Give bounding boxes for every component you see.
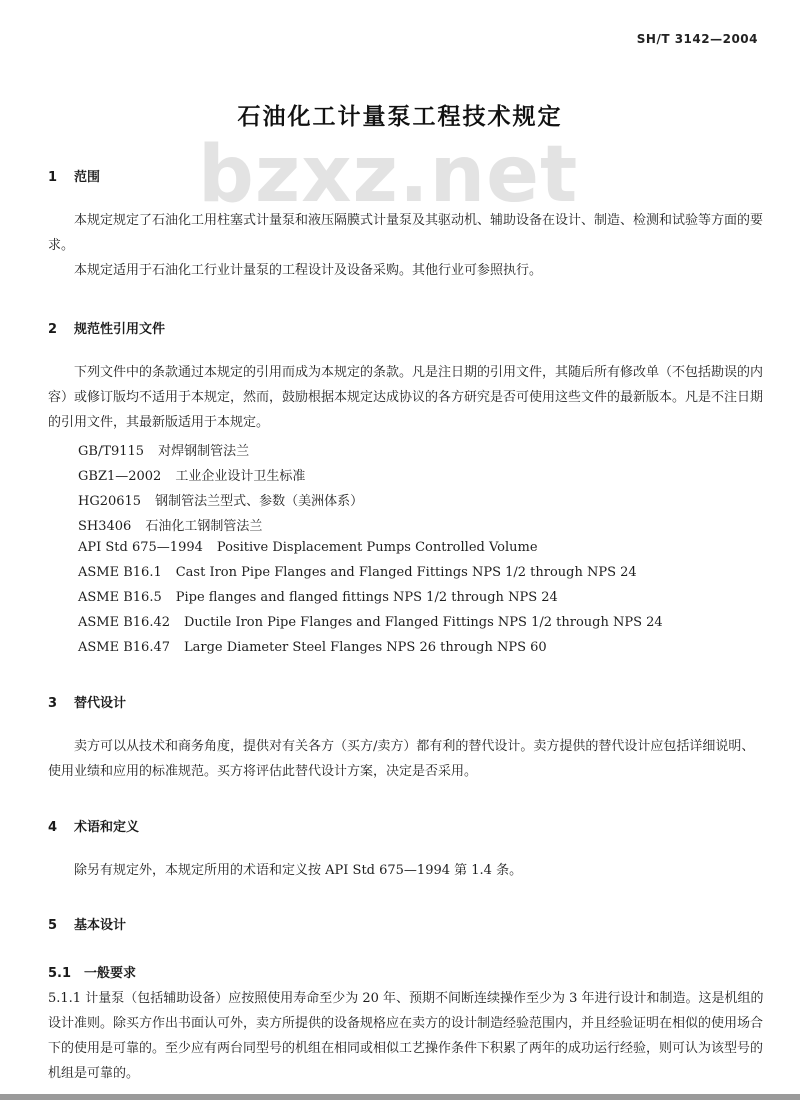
subsection-title: 一般要求: [84, 966, 137, 981]
reference-title: 对焊钢制管法兰: [158, 444, 250, 459]
section-title: 术语和定义: [74, 820, 140, 835]
section-title: 规范性引用文件: [74, 322, 166, 337]
page-bottom-border: [0, 1094, 800, 1100]
section-number: 3: [48, 696, 58, 711]
section-3-heading: [48, 692, 126, 711]
reference-title: 石油化工钢制管法兰: [145, 519, 263, 534]
clause-5-1-1: 5.1.1 计量泵（包括辅助设备）应按照使用寿命至少为 20 年、预期不间断连续操作至少为 3 年进行设计和制造。这是机组的设计准则。除买方作出书面认可外，卖方所提供的设备规格应在卖方的设计制造经验范围内，并且经验证明在相似的使用场合下的使用是可靠的。至少应有两台同型号的机组在相同或相似工艺操作条件下积累了两年的成功运行经验，则可认为该型号的机组是可靠的。: [48, 991, 764, 1081]
section-5-heading: [48, 914, 126, 933]
reference-code: ASME B16.1: [78, 565, 162, 580]
section-4-heading: [48, 816, 139, 835]
reference-code: HG20615: [78, 494, 142, 509]
reference-item: [78, 565, 637, 580]
section-1-heading: [48, 166, 100, 185]
reference-code: SH3406: [78, 519, 132, 534]
section-1-paragraph-2: 本规定适用于石油化工行业计量泵的工程设计及设备采购。其他行业可参照执行。: [74, 263, 543, 278]
section-2-heading: [48, 318, 165, 337]
subsection-number: 5.1: [48, 966, 72, 981]
reference-code: ASME B16.5: [78, 590, 162, 605]
section-2-paragraph-1: 下列文件中的条款通过本规定的引用而成为本规定的条款。凡是注日期的引用文件，其随后所有修改单（不包括勘误的内容）或修订版均不适用于本规定，然而，鼓励根据本规定达成协议的各方研究是否可使用这些文件的最新版本。凡是不注日期的引用文件，其最新版适用于本规定。: [48, 365, 764, 430]
reference-code: ASME B16.42: [78, 615, 170, 630]
reference-item: [78, 590, 558, 605]
reference-item: [78, 440, 249, 459]
standard-code: SH/T 3142—2004: [636, 32, 758, 46]
reference-code: GB/T9115: [78, 444, 145, 459]
reference-item: [78, 465, 305, 484]
section-number: 4: [48, 820, 58, 835]
reference-code: API Std 675—1994: [78, 540, 203, 555]
watermark-logo: bzxz.net: [198, 130, 579, 220]
reference-item: [78, 640, 547, 655]
reference-title: Large Diameter Steel Flanges NPS 26 through NPS 60: [184, 640, 547, 655]
section-1-paragraph-1: 本规定规定了石油化工用柱塞式计量泵和液压隔膜式计量泵及其驱动机、辅助设备在设计、制造、检测和试验等方面的要求。: [48, 213, 764, 253]
document-title: 石油化工计量泵工程技术规定: [237, 104, 563, 130]
reference-code: ASME B16.47: [78, 640, 170, 655]
section-4-paragraph-1: 除另有规定外，本规定所用的术语和定义按 API Std 675—1994 第 1.4 条。: [74, 863, 523, 878]
reference-item: [78, 490, 363, 509]
reference-item: [78, 540, 538, 555]
section-3-paragraph-1: 卖方可以从技术和商务角度，提供对有关各方（买方/卖方）都有利的替代设计。卖方提供的替代设计应包括详细说明、使用业绩和应用的标准规范。买方将评估此替代设计方案，决定是否采用。: [48, 739, 755, 779]
reference-title: Pipe flanges and flanged fittings NPS 1/2 through NPS 24: [175, 590, 558, 605]
section-number: 5: [48, 918, 58, 933]
section-title: 范围: [74, 170, 101, 185]
subsection-5-1-heading: [48, 962, 136, 981]
section-number: 2: [48, 322, 58, 337]
section-title: 基本设计: [74, 918, 127, 933]
reference-title: 工业企业设计卫生标准: [175, 469, 306, 484]
reference-title: Positive Displacement Pumps Controlled Volume: [216, 540, 538, 555]
section-title: 替代设计: [74, 696, 127, 711]
section-number: 1: [48, 170, 58, 185]
reference-code: GBZ1—2002: [78, 469, 162, 484]
reference-title: Cast Iron Pipe Flanges and Flanged Fittings NPS 1/2 through NPS 24: [175, 565, 637, 580]
reference-item: [78, 615, 663, 630]
reference-item: [78, 515, 262, 534]
reference-title: 钢制管法兰型式、参数（美洲体系）: [155, 494, 364, 509]
reference-title: Ductile Iron Pipe Flanges and Flanged Fittings NPS 1/2 through NPS 24: [184, 615, 663, 630]
